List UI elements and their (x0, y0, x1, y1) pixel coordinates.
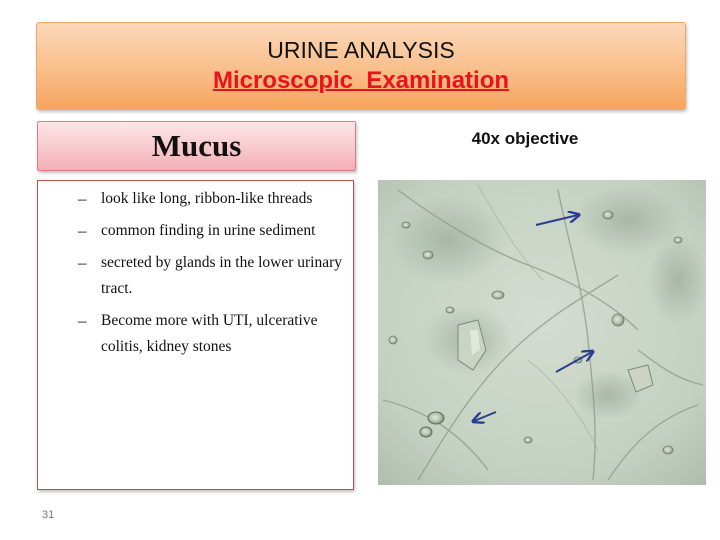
bullet-item (38, 186, 353, 212)
bullet-dash: – (78, 189, 87, 208)
section-heading-box (37, 121, 356, 171)
bullet-text: look like long, ribbon-like threads (101, 190, 313, 207)
bullet-list-box (37, 180, 354, 490)
slide-number: 31 (42, 509, 55, 521)
title-banner (36, 22, 686, 110)
bullet-text: Become more with UTI, ulcerative colitis, kidney stones (101, 312, 318, 355)
slide-subtitle: Microscopic Examination (212, 67, 510, 94)
section-heading: Mucus (151, 128, 242, 163)
bullet-item (38, 308, 353, 360)
bullet-text: secreted by glands in the lower urinary tract. (101, 254, 343, 297)
bullet-dash: – (78, 311, 87, 330)
micrograph-image (378, 180, 706, 485)
bullet-dash: – (78, 221, 87, 240)
bullet-item (38, 250, 353, 302)
bullet-list (38, 186, 353, 366)
slide-title: URINE ANALYSIS (267, 37, 455, 63)
image-caption: 40x objective (471, 129, 579, 148)
bullet-item (38, 218, 353, 244)
bullet-text: common finding in urine sediment (101, 222, 316, 239)
bullet-dash: – (78, 253, 87, 272)
